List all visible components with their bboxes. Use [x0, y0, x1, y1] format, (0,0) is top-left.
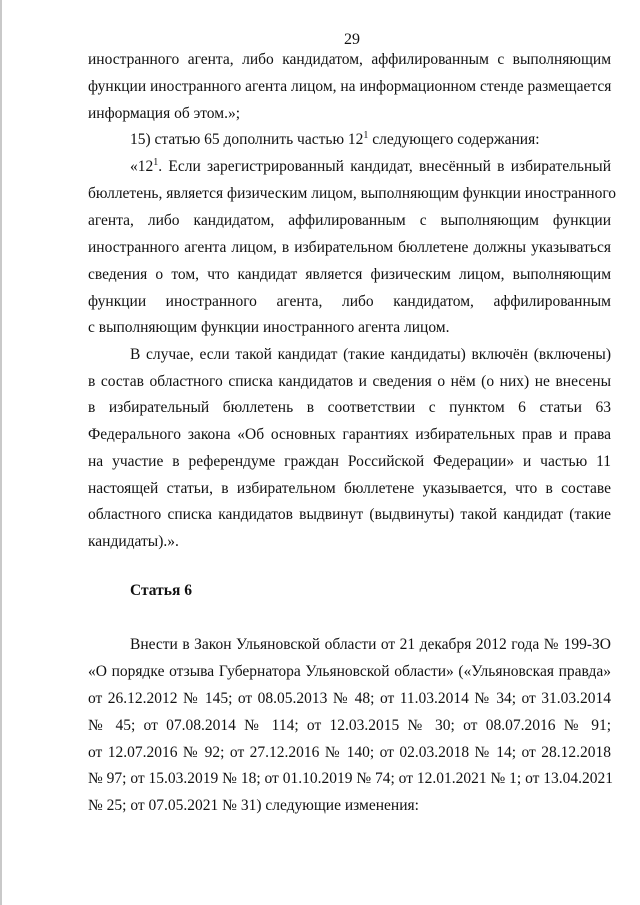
text-line: в избирательный бюллетень в соответствии с пунктом 6 статьи 63	[88, 399, 611, 416]
quote-first-text: . Если зарегистрированный кандидат, внесённый в избирательный	[158, 158, 611, 175]
text-line: информация об этом.»;	[88, 105, 241, 122]
item15-text: 15) статью 65 дополнить частью 12	[130, 131, 364, 148]
text-line: в состав областного списка кандидатов и сведения о нём (о них) не внесены	[88, 373, 611, 390]
page-left-edge	[0, 0, 2, 905]
text-line: на участие в референдуме граждан Российской Федерации» и частью 11	[88, 453, 611, 470]
text-line: кандидаты).».	[88, 533, 179, 550]
text-line: Федерального закона «Об основных гарантиях избирательных прав и права	[88, 426, 611, 443]
text-line: № 97; от 15.03.2019 № 18; от 01.10.2019 № 74; от 12.01.2021 № 1; от 13.04.2021	[88, 770, 614, 787]
text-line: с выполняющим функции иностранного агента лицом.	[88, 319, 450, 336]
text-line: от 12.07.2016 № 92; от 27.12.2016 № 140; от 02.03.2018 № 14; от 28.12.2018	[88, 744, 611, 761]
paragraph-first-line: В случае, если такой кандидат (такие кандидаты) включён (включены)	[130, 346, 611, 363]
text-line: функции иностранного агента лицом, на информационном стенде размещается	[88, 78, 612, 95]
list-item-15	[130, 130, 611, 150]
quote-first-line	[130, 157, 611, 177]
text-line: бюллетень, является физическим лицом, выполняющим функции иностранного	[88, 185, 617, 202]
text-line: настоящей статьи, в избирательном бюллетене указывается, что в составе	[88, 480, 611, 497]
text-line: иностранного агента, либо кандидатом, аффилированным с выполняющим	[88, 51, 611, 68]
item15-superscript: 1	[363, 129, 369, 141]
text-line: № 45; от 07.08.2014 № 114; от 12.03.2015 № 30; от 08.07.2016 № 91;	[88, 717, 611, 734]
text-line: агента, либо кандидатом, аффилированным с выполняющим функции	[88, 212, 611, 229]
quote-superscript: 1	[153, 156, 159, 168]
item15-text-end: следующего содержания:	[368, 131, 540, 148]
text-line: функции иностранного агента, либо кандидатом, аффилированным	[88, 293, 611, 310]
text-line: сведения о том, что кандидат является физическим лицом, выполняющим	[88, 266, 611, 283]
text-line: от 26.12.2012 № 145; от 08.05.2013 № 48; от 11.03.2014 № 34; от 31.03.2014	[88, 690, 611, 707]
article-heading: Статья 6	[130, 582, 192, 599]
text-line: «О порядке отзыва Губернатора Ульяновской области» («Ульяновская правда»	[88, 663, 611, 680]
text-line: областного списка кандидатов выдвинут (выдвинуты) такой кандидат (такие	[88, 506, 611, 523]
text-line: № 25; от 07.05.2021 № 31) следующие изменения:	[88, 797, 419, 814]
quote-number: «12	[130, 158, 154, 175]
text-line: иностранного агента лицом, в избирательном бюллетене должны указываться	[88, 239, 611, 256]
page-number: 29	[344, 31, 360, 48]
paragraph-first-line: Внести в Закон Ульяновской области от 21 декабря 2012 года № 199-ЗО	[130, 636, 611, 653]
